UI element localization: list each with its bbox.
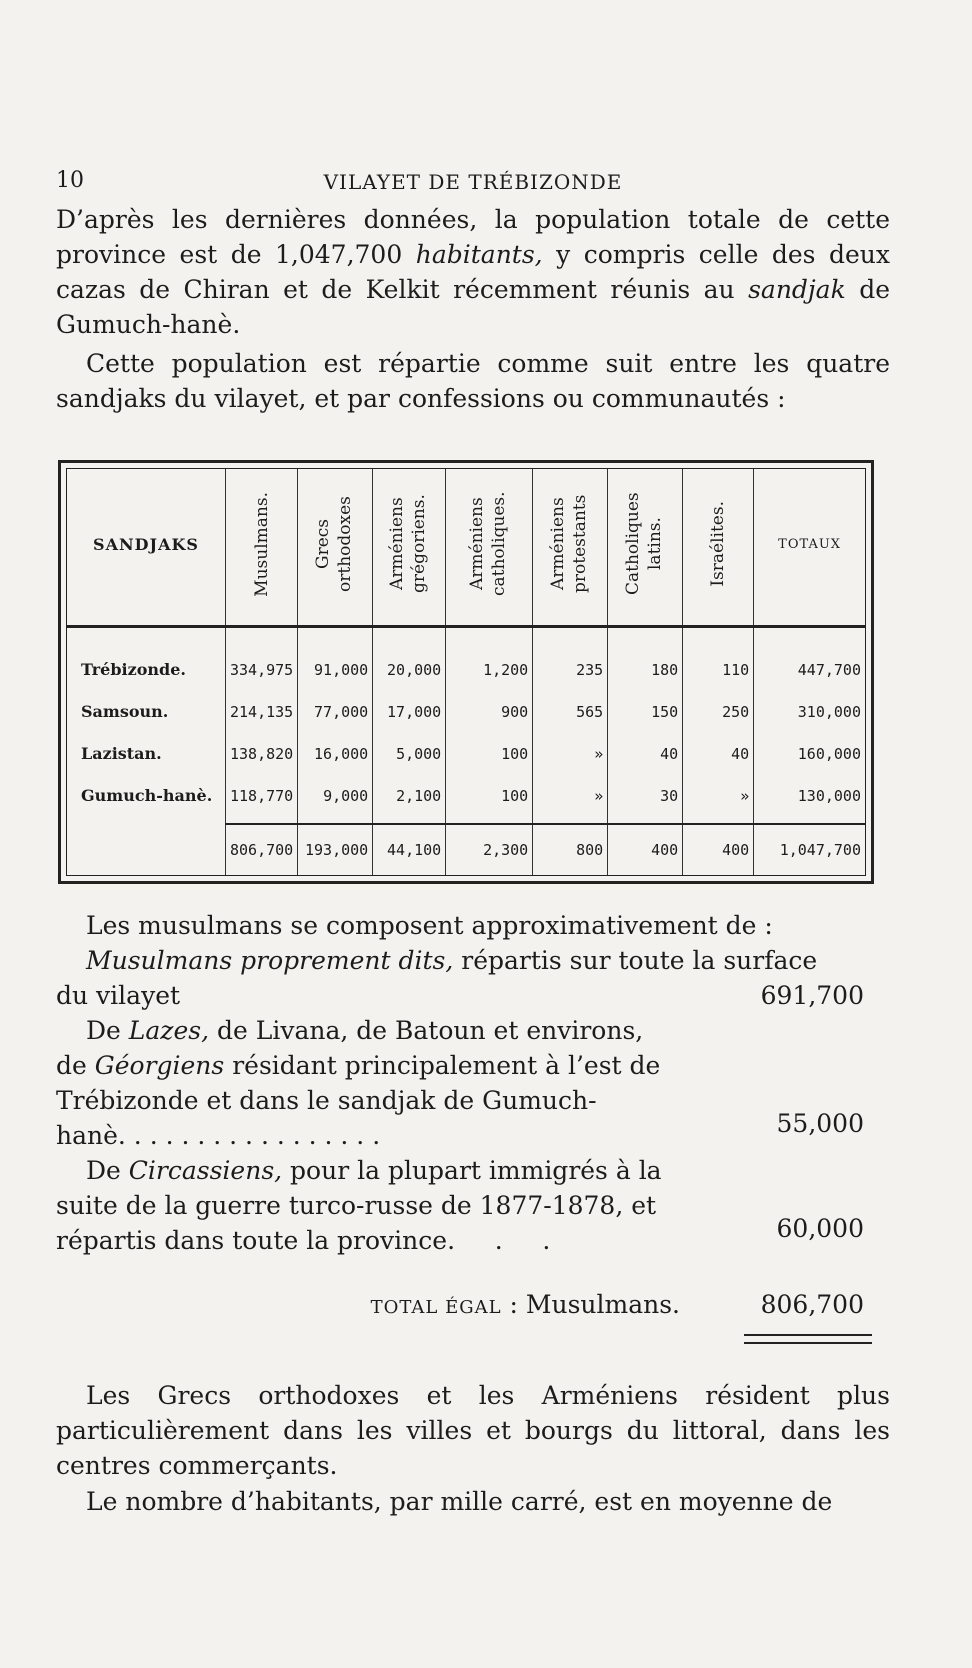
cell: 130,000 bbox=[797, 786, 861, 805]
header-grecs: Grecs orthodoxes bbox=[298, 469, 373, 619]
running-title: VILAYET DE TRÉBIZONDE bbox=[323, 170, 623, 194]
item-1-value: 691,700 bbox=[760, 981, 864, 1010]
intro-paragraph-2: Cette population est répartie comme suit entre les quatre sandjaks du vilayet, et par confessions ou communautés : bbox=[56, 349, 890, 413]
intro-text-b: y compris celle des deux cazas de Chiran et de Kelkit récemment réunis au bbox=[56, 240, 890, 304]
closing-paragraph-1: Les Grecs orthodoxes et les Arméniens résident plus particulièrement dans les villes et bourgs du littoral, dans les centres commerçants. bbox=[56, 1381, 890, 1480]
musulmans-total bbox=[56, 1290, 890, 1330]
header-sandjaks: SANDJAKS bbox=[67, 469, 226, 619]
cell: 16,000 bbox=[298, 733, 373, 775]
header-armeniens-catholiques: Arméniens catholiques. bbox=[446, 469, 533, 619]
header-catholiques-latins: Catholiques latins. bbox=[608, 469, 683, 619]
cell: 20,000 bbox=[373, 627, 446, 691]
table-row bbox=[67, 627, 865, 691]
cell: 5,000 bbox=[373, 733, 446, 775]
page-header bbox=[56, 168, 890, 198]
cell: 250 bbox=[683, 691, 754, 733]
cell: 17,000 bbox=[373, 691, 446, 733]
total-cell: 193,000 bbox=[298, 824, 373, 875]
total-cell: 2,300 bbox=[446, 824, 533, 875]
row-name: Samsoun. bbox=[67, 691, 226, 733]
intro-habitants: habitants, bbox=[415, 240, 543, 269]
item-3-line-1: De Circassiens, pour la plupart immigrés à la bbox=[86, 1156, 662, 1185]
header-armeniens-gregoriens: Arméniens grégoriens. bbox=[373, 469, 446, 619]
cell: » bbox=[683, 775, 754, 817]
item-2-line-2: de Géorgiens résidant principalement à l’est de bbox=[56, 1051, 661, 1080]
cell: 138,820 bbox=[226, 733, 298, 775]
cell: 214,135 bbox=[226, 691, 298, 733]
item-3-line-3: répartis dans toute la province. . . 60,000 bbox=[56, 1223, 890, 1258]
item-3-value: 60,000 bbox=[776, 1214, 864, 1243]
population-table bbox=[58, 460, 874, 884]
header-musulmans: Musulmans. bbox=[226, 469, 298, 619]
cell: 9,000 bbox=[298, 775, 373, 817]
table-row bbox=[67, 775, 865, 817]
cell: 30 bbox=[608, 775, 683, 817]
item-1-line-1: Musulmans proprement dits, répartis sur toute la surface bbox=[86, 946, 818, 975]
item-3-line-2: suite de la guerre turco-russe de 1877-1878, et bbox=[56, 1191, 657, 1220]
table-header-row bbox=[67, 469, 865, 619]
table-row bbox=[67, 733, 865, 775]
total-cell: 400 bbox=[683, 824, 754, 875]
total-label: TOTAL ÉGAL : Musulmans. bbox=[370, 1290, 680, 1319]
item-2-line-3: Trébizonde et dans le sandjak de Gumuch- bbox=[56, 1086, 597, 1115]
header-totaux: TOTAUX bbox=[778, 536, 842, 552]
table-totals-row bbox=[67, 824, 865, 875]
cell: 160,000 bbox=[797, 744, 861, 763]
item-1-line-2: du vilayet 691,700 bbox=[56, 978, 890, 1013]
item-2-value: 55,000 bbox=[776, 1109, 864, 1138]
table-row bbox=[67, 691, 865, 733]
cell: 235 bbox=[533, 627, 608, 691]
cell: 1,200 bbox=[446, 627, 533, 691]
cell: 40 bbox=[683, 733, 754, 775]
row-name: Gumuch-hanè. bbox=[67, 775, 226, 817]
page-number: 10 bbox=[56, 168, 84, 193]
cell: 900 bbox=[446, 691, 533, 733]
cell: 40 bbox=[608, 733, 683, 775]
cell: » bbox=[533, 775, 608, 817]
total-cell: 1,047,700 bbox=[779, 840, 861, 859]
double-rule bbox=[744, 1334, 872, 1344]
total-cell: 400 bbox=[608, 824, 683, 875]
total-cell: 800 bbox=[533, 824, 608, 875]
cell: 2,100 bbox=[373, 775, 446, 817]
musulmans-breakdown bbox=[56, 908, 890, 1258]
header-israelites: Israélites. bbox=[683, 469, 754, 619]
intro-paragraph-1 bbox=[56, 202, 890, 342]
intro-text-a: D’après les dernières données, la population totale de cette province est de 1,047,700 bbox=[56, 205, 890, 269]
intro-text-c: de Gumuch-hanè. bbox=[56, 275, 890, 339]
cell: 100 bbox=[446, 733, 533, 775]
total-cell: 44,100 bbox=[373, 824, 446, 875]
cell: 100 bbox=[446, 775, 533, 817]
cell: 310,000 bbox=[797, 702, 861, 721]
cell: 447,700 bbox=[797, 660, 861, 679]
closing-paragraph-2: Le nombre d’habitants, par mille carré, est en moyenne de bbox=[86, 1487, 833, 1516]
cell: 77,000 bbox=[298, 691, 373, 733]
cell: 334,975 bbox=[226, 627, 298, 691]
header-armeniens-protestants: Arméniens protestants bbox=[533, 469, 608, 619]
item-2-line-4: hanè. . . . . . . . . . . . . . . . . 55,000 bbox=[56, 1118, 890, 1153]
total-cell: 806,700 bbox=[226, 824, 298, 875]
cell: 118,770 bbox=[226, 775, 298, 817]
intro-sandjak: sandjak bbox=[748, 275, 846, 304]
cell: 565 bbox=[533, 691, 608, 733]
cell: 110 bbox=[683, 627, 754, 691]
musulmans-intro: Les musulmans se composent approximativement de : bbox=[86, 911, 773, 940]
row-name: Lazistan. bbox=[67, 733, 226, 775]
item-2-line-1: De Lazes, de Livana, de Batoun et environs, bbox=[86, 1016, 644, 1045]
cell: » bbox=[533, 733, 608, 775]
total-value: 806,700 bbox=[760, 1290, 864, 1319]
cell: 91,000 bbox=[298, 627, 373, 691]
row-name: Trébizonde. bbox=[67, 627, 226, 691]
cell: 150 bbox=[608, 691, 683, 733]
cell: 180 bbox=[608, 627, 683, 691]
